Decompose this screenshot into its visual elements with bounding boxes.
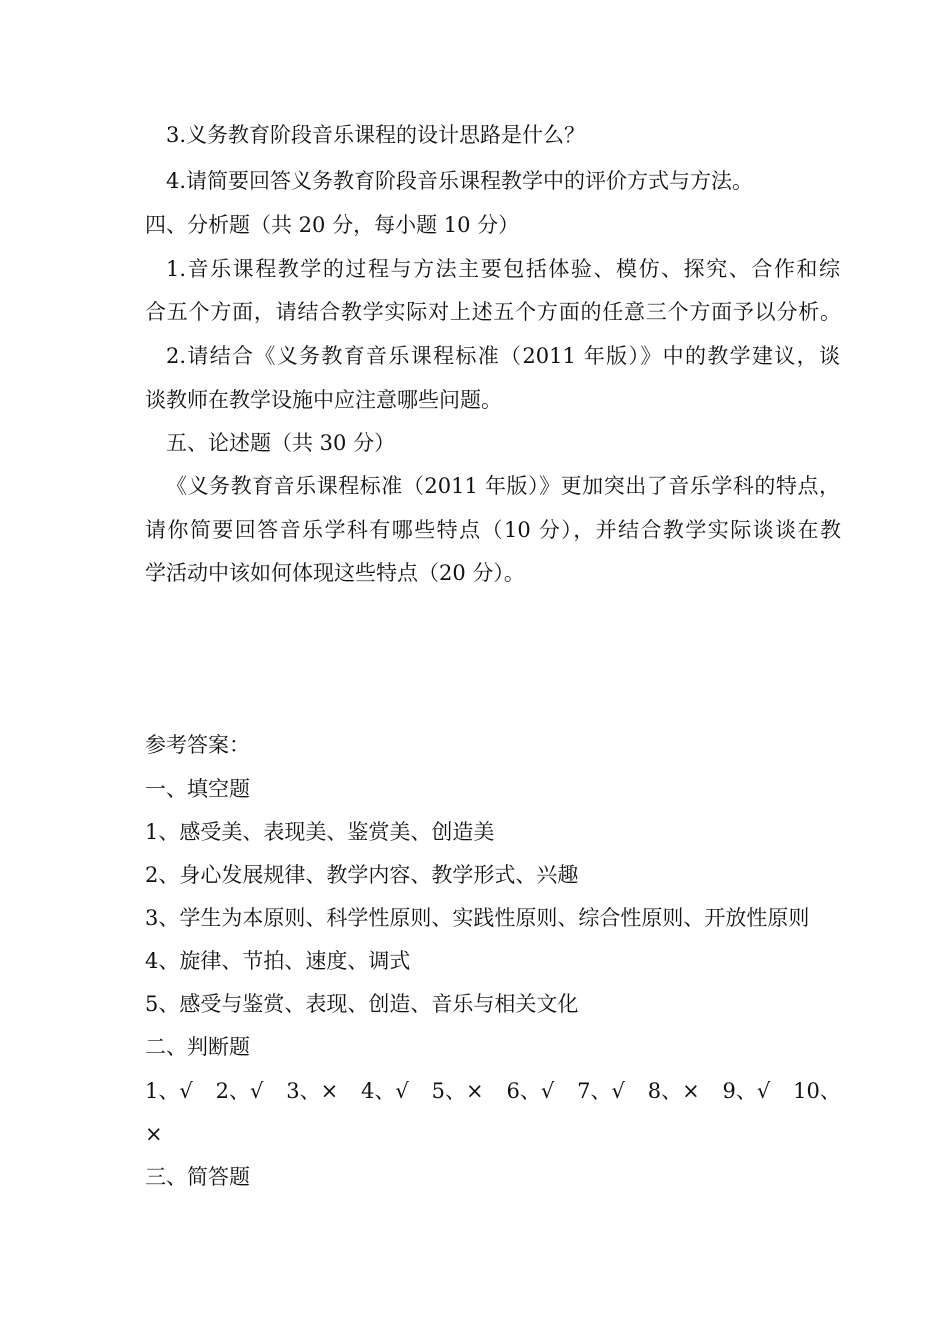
answers-heading: 参考答案： bbox=[145, 733, 250, 757]
question-4-1-line-1: 1.音乐课程教学的过程与方法主要包括体验、模仿、探究、合作和综 bbox=[166, 257, 840, 281]
section-4-title: 四、分析题（共 20 分，每小题 10 分） bbox=[145, 213, 520, 237]
question-5-line-2: 请你简要回答音乐学科有哪些特点（10 分），并结合教学实际谈谈在教 bbox=[145, 518, 841, 542]
judge-answers-row bbox=[145, 1077, 841, 1105]
question-4-2-line-2: 谈教师在教学设施中应注意哪些问题。 bbox=[145, 388, 502, 412]
question-4-2-line-1: 2.请结合《义务教育音乐课程标准（2011 年版）》中的教学建议，谈 bbox=[166, 344, 840, 368]
question-3-4: 4.请简要回答义务教育阶段音乐课程教学中的评价方式与方法。 bbox=[166, 169, 754, 193]
judge-answer-4: 4、√ bbox=[361, 1079, 409, 1103]
question-5-line-1: 《义务教育音乐课程标准（2011 年版）》更加突出了音乐学科的特点， bbox=[166, 474, 840, 498]
judge-answer-1: 1、√ bbox=[145, 1079, 193, 1103]
fill-answer-2: 2、身心发展规律、教学内容、教学形式、兴趣 bbox=[145, 863, 579, 887]
fill-answer-1: 1、感受美、表现美、鉴赏美、创造美 bbox=[145, 820, 495, 844]
judge-answer-7: 7、√ bbox=[577, 1079, 625, 1103]
judge-answer-5: 5、× bbox=[431, 1079, 484, 1103]
question-3-3: 3.义务教育阶段音乐课程的设计思路是什么？ bbox=[166, 123, 586, 147]
question-4-1-line-2: 合五个方面，请结合教学实际对上述五个方面的任意三个方面予以分析。 bbox=[145, 300, 841, 324]
answers-section-3-title: 三、简答题 bbox=[145, 1165, 250, 1189]
judge-answer-3: 3、× bbox=[286, 1079, 339, 1103]
question-5-line-3: 学活动中该如何体现这些特点（20 分）。 bbox=[145, 561, 525, 585]
judge-answer-10-wrap: × bbox=[145, 1122, 163, 1146]
answers-section-2-title: 二、判断题 bbox=[145, 1035, 250, 1059]
fill-answer-5: 5、感受与鉴赏、表现、创造、音乐与相关文化 bbox=[145, 992, 579, 1016]
answers-section-1-title: 一、填空题 bbox=[145, 777, 250, 801]
judge-answer-8: 8、× bbox=[647, 1079, 700, 1103]
fill-answer-3: 3、学生为本原则、科学性原则、实践性原则、综合性原则、开放性原则 bbox=[145, 906, 810, 930]
judge-answer-6: 6、√ bbox=[506, 1079, 555, 1103]
section-5-title: 五、论述题（共 30 分） bbox=[166, 431, 396, 455]
judge-answer-10: 10、 bbox=[793, 1079, 841, 1103]
judge-answer-2: 2、√ bbox=[215, 1079, 264, 1103]
judge-answer-9: 9、√ bbox=[722, 1079, 771, 1103]
fill-answer-4: 4、旋律、节拍、速度、调式 bbox=[145, 949, 411, 973]
